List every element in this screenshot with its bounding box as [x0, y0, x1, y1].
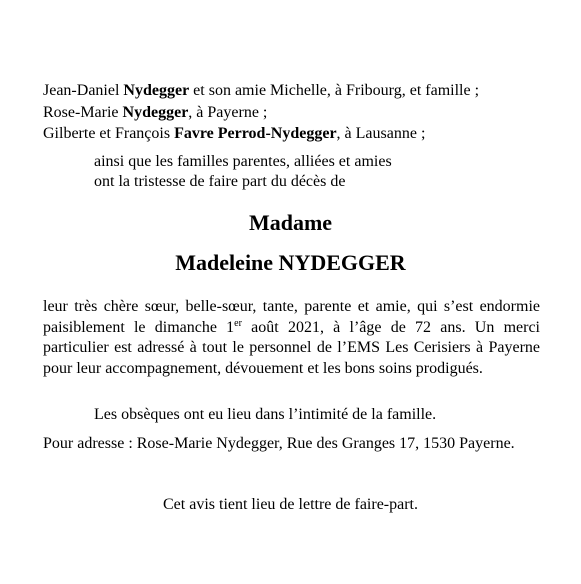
address-line: Pour adresse : Rose-Marie Nydegger, Rue des Granges 17, 1530 Payerne. — [43, 435, 515, 452]
family-line-3-name: Favre Perrod-Nydegger — [174, 125, 337, 142]
family-line-2-name: Nydegger — [122, 104, 189, 121]
intro-line-1: ainsi que les familles parentes, alliées et amies — [94, 153, 392, 170]
deceased-name: Madeleine NYDEGGER — [175, 250, 406, 275]
family-line-3-post: , à Lausanne ; — [336, 125, 426, 142]
family-line-1-pre: Jean-Daniel — [43, 82, 124, 99]
body-text-2: août 2021, à l’âge de 72 ans. Un merci particulier est adressé à tout le personnel de l’EMS Les Cerisiers à Payerne pour leur accompagnement, dévouement et les bons soins prodigués. — [43, 318, 540, 377]
family-line-1-post: et son amie Michelle, à Fribourg, et famille ; — [189, 82, 480, 99]
intro-line-2: ont la tristesse de faire part du décès de — [94, 173, 346, 190]
family-line-3 — [43, 124, 425, 144]
funeral-line: Les obsèques ont eu lieu dans l’intimité de la famille. — [94, 406, 437, 423]
family-line-1-name: Nydegger — [123, 82, 190, 99]
body-text-1: leur très chère sœur, belle-sœur, tante, parente et amie, qui s’est endormie paisiblement le dimanche 1 — [43, 298, 540, 336]
body-superscript: er — [234, 317, 242, 329]
deceased-title: Madame — [248, 210, 333, 235]
family-line-2-pre: Rose-Marie — [43, 104, 123, 121]
closing-line: Cet avis tient lieu de lettre de faire-part. — [163, 496, 418, 513]
family-line-1 — [43, 81, 479, 101]
family-line-2 — [43, 103, 267, 123]
family-line-2-post: , à Payerne ; — [188, 104, 268, 121]
body-paragraph — [43, 297, 540, 379]
family-line-3-pre: Gilberte et François — [43, 125, 175, 142]
